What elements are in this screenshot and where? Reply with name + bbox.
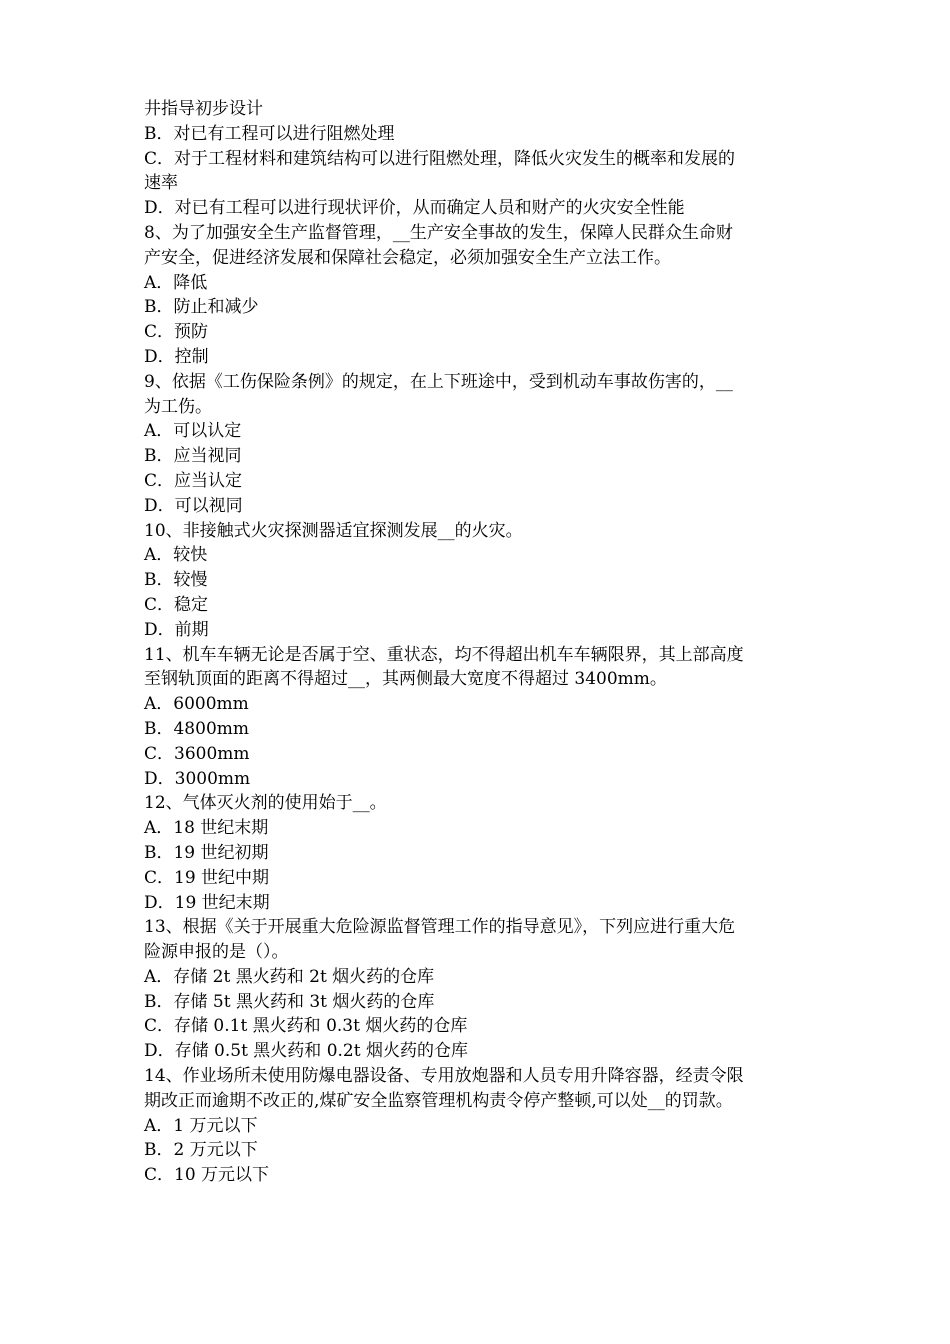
option-line: D．19 世纪末期 — [144, 892, 270, 913]
option-line: C．稳定 — [144, 594, 209, 615]
option-line: D．存储 0.5t 黑火药和 0.2t 烟火药的仓库 — [144, 1041, 468, 1062]
option-line: D．对已有工程可以进行现状评价，从而确定人员和财产的火灾安全性能 — [144, 198, 685, 219]
option-line: B．4800mm — [144, 718, 249, 739]
option-line: B．对已有工程可以进行阻燃处理 — [144, 123, 395, 144]
option-line: C．19 世纪中期 — [144, 867, 270, 888]
option-line: C．预防 — [144, 322, 209, 343]
option-line: A．1 万元以下 — [144, 1115, 258, 1136]
option-line: B．防止和减少 — [144, 297, 259, 318]
option-line: B．存储 5t 黑火药和 3t 烟火药的仓库 — [144, 991, 435, 1012]
option-line: D．控制 — [144, 346, 209, 367]
option-line: A．较快 — [144, 545, 208, 566]
question-line: 期改正而逾期不改正的,煤矿安全监察管理机构责令停产整顿,可以处__的罚款。 — [144, 1090, 733, 1111]
option-line: A．6000mm — [144, 694, 249, 715]
question-line: 14、作业场所未使用防爆电器设备、专用放炮器和人员专用升降容器，经责令限 — [144, 1066, 744, 1087]
option-line: B．应当视同 — [144, 446, 242, 467]
question-line: 险源申报的是（）。 — [144, 942, 289, 963]
option-line: A．降低 — [144, 272, 208, 293]
question-line: 12、气体灭火剂的使用始于__。 — [144, 793, 387, 814]
question-line: 产安全，促进经济发展和保障社会稳定，必须加强安全生产立法工作。 — [144, 247, 671, 268]
question-line: 10、非接触式火灾探测器适宜探测发展__的火灾。 — [144, 520, 523, 541]
option-line: A．存储 2t 黑火药和 2t 烟火药的仓库 — [144, 966, 435, 987]
text-line: 井指导初步设计 — [144, 99, 263, 119]
option-line: D．3000mm — [144, 768, 251, 789]
option-line: D．前期 — [144, 619, 209, 640]
option-line: B．19 世纪初期 — [144, 842, 269, 863]
question-line: 11、机车车辆无论是否属于空、重状态，均不得超出机车车辆限界，其上部高度 — [144, 644, 744, 665]
option-line: C．对于工程材料和建筑结构可以进行阻燃处理，降低火灾发生的概率和发展的 — [144, 148, 736, 169]
option-line: A．可以认定 — [144, 421, 242, 442]
option-line: C．存储 0.1t 黑火药和 0.3t 烟火药的仓库 — [144, 1016, 468, 1037]
option-line: A．18 世纪末期 — [144, 818, 269, 839]
text-line: 速率 — [144, 173, 178, 194]
document-body — [144, 97, 814, 1188]
question-line: 为工伤。 — [144, 396, 212, 417]
option-line: B．较慢 — [144, 570, 208, 591]
option-line: C．应当认定 — [144, 470, 243, 491]
option-line: C．10 万元以下 — [144, 1165, 270, 1186]
question-line: 9、依据《工伤保险条例》的规定，在上下班途中，受到机动车事故伤害的，__ — [144, 371, 733, 392]
question-line: 13、根据《关于开展重大危险源监督管理工作的指导意见》，下列应进行重大危 — [144, 917, 736, 938]
option-line: B．2 万元以下 — [144, 1140, 258, 1161]
option-line: D．可以视同 — [144, 495, 243, 516]
question-line: 至钢轨顶面的距离不得超过__，其两侧最大宽度不得超过 3400mm。 — [144, 669, 667, 690]
option-line: C．3600mm — [144, 743, 250, 764]
question-line: 8、为了加强安全生产监督管理，__生产安全事故的发生，保障人民群众生命财 — [144, 222, 733, 243]
